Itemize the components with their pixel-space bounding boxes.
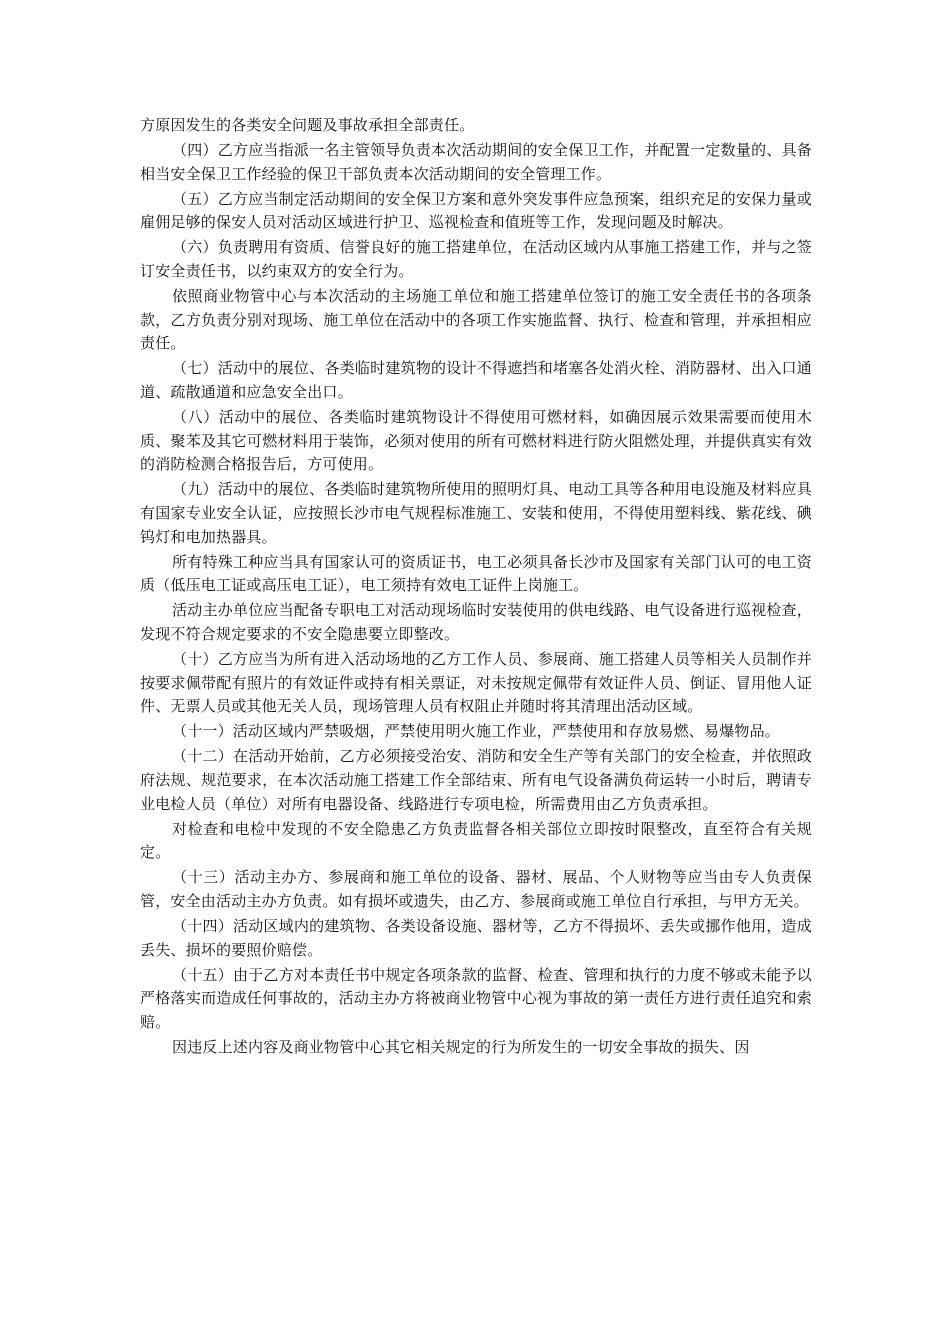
paragraph-clause-12: （十二）在活动开始前，乙方必须接受治安、消防和安全生产等有关部门的安全检查，并依照政府法规、规范要求，在本次活动施工搭建工作全部结束、所有电气设备满负荷运转一小时后，聘请专业电检人员（单位）对所有电器设备、线路进行专项电检，所需费用由乙方负责承担。 xyxy=(140,747,812,813)
paragraph-clause-9: （九）活动中的展位、各类临时建筑物所使用的照明灯具、电动工具等各种用电设施及材料应具有国家专业安全认证，应按照长沙市电气规程标准施工、安装和使用，不得使用塑料线、紫花线、碘钨灯和电加热器具。 xyxy=(140,480,812,546)
paragraph-clause-13: （十三）活动主办方、参展商和施工单位的设备、器材、展品、个人财物等应当由专人负责保管，安全由活动主办方负责。如有损坏或遗失，由乙方、参展商或施工单位自行承担，与甲方无关。 xyxy=(140,868,812,910)
paragraph-clause-14: （十四）活动区域内的建筑物、各类设备设施、器材等，乙方不得损坏、丢失或挪作他用，造成丢失、损坏的要照价赔偿。 xyxy=(140,917,812,959)
paragraph-clause-6: （六）负责聘用有资质、信誉良好的施工搭建单位，在活动区域内从事施工搭建工作，并与之签订安全责任书，以约束双方的安全行为。 xyxy=(140,238,812,281)
paragraph-clause-5: （五）乙方应当制定活动期间的安全保卫方案和意外突发事件应急预案，组织充足的安保力量或雇佣足够的保安人员对活动区域进行护卫、巡视检查和值班等工作，发现问题及时解决。 xyxy=(140,189,812,232)
document-body xyxy=(140,114,812,1061)
paragraph-construction-responsibility: 依照商业物管中心与本次活动的主场施工单位和施工搭建单位签订的施工安全责任书的各项条款，乙方负责分别对现场、施工单位在活动中的各项工作实施监督、执行、检查和管理，并承担相应责任。 xyxy=(140,287,812,353)
paragraph-clause-7: （七）活动中的展位、各类临时建筑物的设计不得遮挡和堵塞各处消火栓、消防器材、出入口通道、疏散通道和应急安全出口。 xyxy=(140,359,812,402)
paragraph-violation: 因违反上述内容及商业物管中心其它相关规定的行为所发生的一切安全事故的损失、因 xyxy=(172,1038,750,1057)
paragraph-special-workers: 所有特殊工种应当具有国家认可的资质证书，电工必须具备长沙市及国家有关部门认可的电工资质（低压电工证或高压电工证），电工须持有效电工证件上岗施工。 xyxy=(140,552,812,595)
paragraph-clause-8: （八）活动中的展位、各类临时建筑物设计不得使用可燃材料，如确因展示效果需要而使用木质、聚苯及其它可燃材料用于装饰，必须对使用的所有可燃材料进行防火阻燃处理，并提供真实有效的消防检测合格报告后，方可使用。 xyxy=(140,408,812,474)
paragraph-electrician: 活动主办单位应当配备专职电工对活动现场临时安装使用的供电线路、电气设备进行巡视检查，发现不符合规定要求的不安全隐患要立即整改。 xyxy=(140,601,812,643)
paragraph-clause-4: （四）乙方应当指派一名主管领导负责本次活动期间的安全保卫工作，并配置一定数量的、具备相当安全保卫工作经验的保卫干部负责本次活动期间的安全管理工作。 xyxy=(140,141,812,183)
paragraph-clause-10: （十）乙方应当为所有进入活动场地的乙方工作人员、参展商、施工搭建人员等相关人员制作并按要求佩带配有照片的有效证件或持有相关票证，对未按规定佩带有效证件人员、倒证、冒用他人证件、无票人员或其他无关人员，现场管理人员有权阻止并随时将其清理出活动区域。 xyxy=(140,650,812,716)
paragraph-rectification: 对检查和电检中发现的不安全隐患乙方负责监督各相关部位立即按时限整改，直至符合有关规定。 xyxy=(140,819,812,862)
paragraph-continuation: 方原因发生的各类安全问题及事故承担全部责任。 xyxy=(140,116,475,134)
paragraph-clause-11: （十一）活动区域内严禁吸烟，严禁使用明火施工作业，严禁使用和存放易燃、易爆物品。 xyxy=(172,722,781,741)
paragraph-clause-15: （十五）由于乙方对本责任书中规定各项条款的监督、检查、管理和执行的力度不够或未能予以严格落实而造成任何事故的，活动主办方将被商业物管中心视为事故的第一责任方进行责任追究和索赔。 xyxy=(140,965,812,1031)
